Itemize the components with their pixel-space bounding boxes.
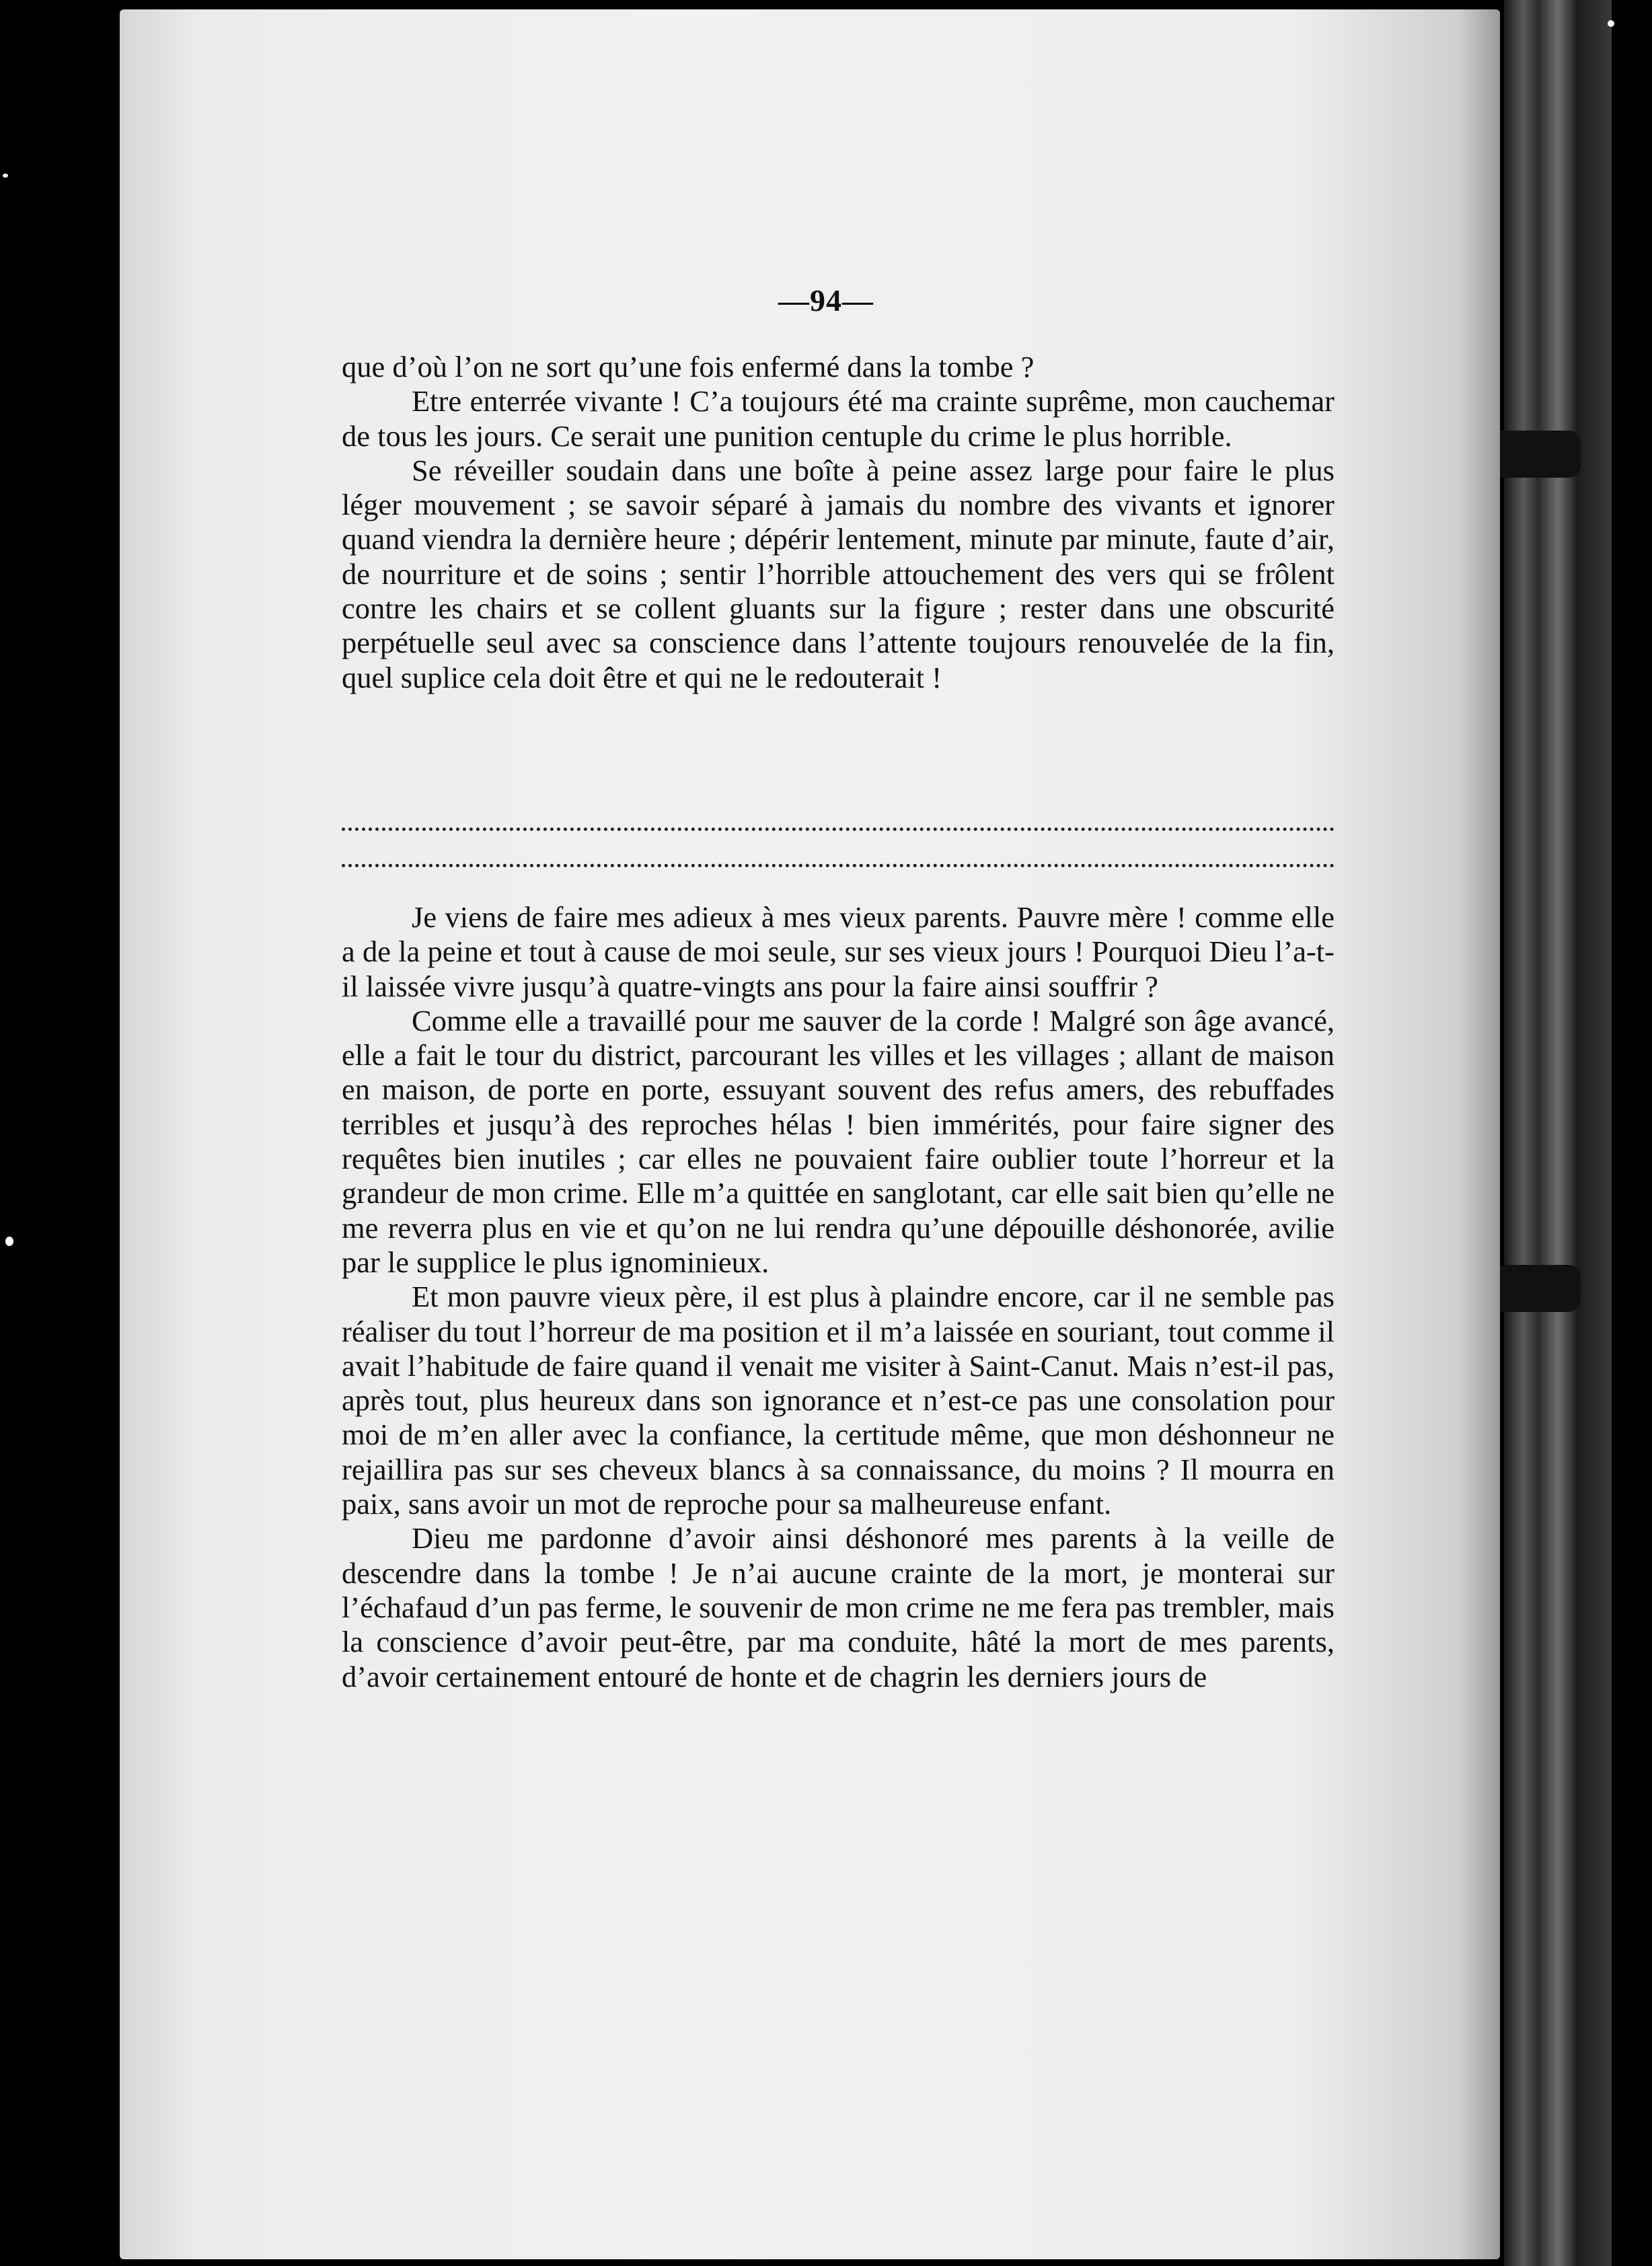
scan-speck [3,174,8,178]
dotted-separator [342,864,1335,873]
paragraph: Comme elle a travaillé pour me sauver de la corde ! Malgré son âge avancé, elle a fait le tour du district, parcourant les villes et les villages ; allant de maison en maison, de porte en porte, essuyant souvent des refus amers, des rebuffades terribles et jusqu’à des reproches hélas ! bien immérités, pour faire signer des requêtes bien inutiles ; car elles ne pouvaient faire oublier toute l’horreur et la grandeur de mon crime. Elle m’a quittée en sanglotant, car elle sait bien qu’elle ne me reverra plus en vie et qu’on ne lui rendra qu’une dépouille déshonorée, avilie par le supplice le plus ignominieux. [342,1003,1335,1279]
spine-band [1487,431,1581,478]
paragraph: Dieu me pardonne d’avoir ainsi déshonoré mes parents à la veille de descendre dans la tombe ! Je n’ai aucune crainte de la mort, je monterai sur l’échafaud d’un pas ferme, le souvenir de mon crime ne me fera pas trembler, mais la conscience d’avoir peut-être, par ma conduite, hâté la mort de mes parents, d’avoir certainement entouré de honte et de chagrin les derniers jours de [342,1521,1335,1693]
paragraph: Et mon pauvre vieux père, il est plus à plaindre encore, car il ne semble pas réaliser du tout l’horreur de ma position et il m’a laissée en souriant, tout comme il avait l’habitude de faire quand il venait me visiter à Saint-Canut. Mais n’est-il pas, après tout, plus heureux dans son ignorance et n’est-ce pas une consolation pour moi de m’en aller avec la confiance, la certitude même, que mon déshonneur ne rejaillira pas sur ses cheveux blancs à sa connaissance, du moins ? Il mourra en paix, sans avoir un mot de reproche pour sa malheureuse enfant. [342,1280,1335,1521]
paragraph: Etre enterrée vivante ! C’a toujours été ma crainte suprême, mon cauchemar de tous les jours. Ce serait une punition centuple du crime le plus horrible. [342,384,1335,453]
paragraph: que d’où l’on ne sort qu’une fois enfermé dans la tombe ? [342,350,1035,383]
page-number: —94— [778,283,874,318]
paragraph: Je viens de faire mes adieux à mes vieux parents. Pauvre mère ! comme elle a de la peine et tout à cause de moi seule, sur ses vieux jours ! Pourquoi Dieu l’a-t-il laissée vivre jusqu’à quatre-vingts ans pour la faire ainsi souffrir ? [342,900,1335,1003]
text-block-top [342,350,1335,695]
spine-band [1487,1265,1581,1312]
text-block-bottom [342,900,1335,1694]
scan-speck [1608,20,1614,27]
scan-speck [5,1237,13,1246]
dotted-separator [342,828,1335,836]
book-spine [1504,0,1612,2266]
paragraph: Se réveiller soudain dans une boîte à peine assez large pour faire le plus léger mouvement ; se savoir séparé à jamais du nombre des vivants et ignorer quand viendra la dernière heure ; dépérir lentement, minute par minute, faute d’air, de nourriture et de soins ; sentir l’horrible attouchement des vers qui se frôlent contre les chairs et se collent gluants sur la figure ; rester dans une obscurité perpétuelle seul avec sa conscience dans l’attente toujours renouvelée de la fin, quel suplice cela doit être et qui ne le redouterait ! [342,453,1335,694]
